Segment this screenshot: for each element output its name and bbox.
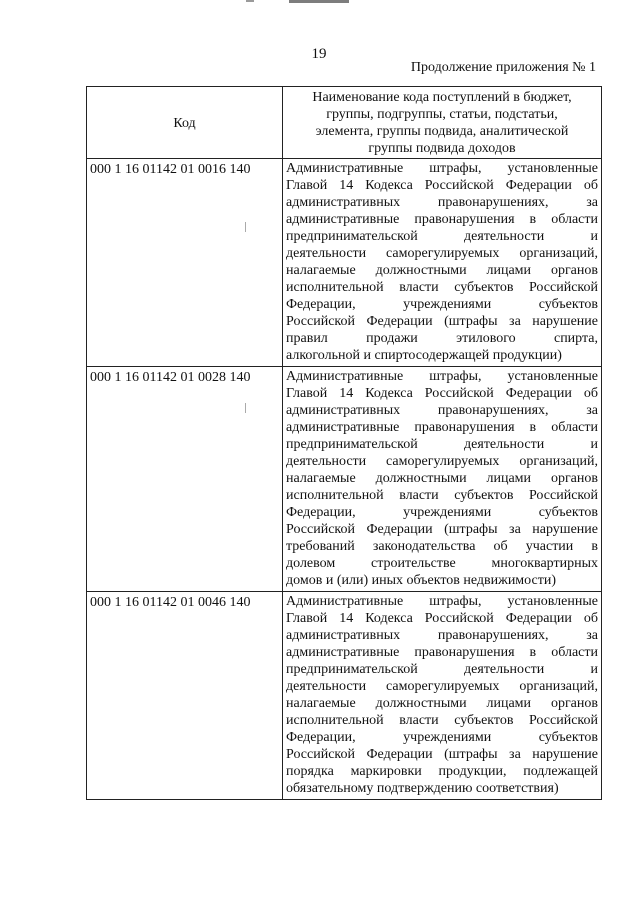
description-line: исполнительной власти субъектов Российской	[286, 280, 598, 295]
description-line: алкогольной и спиртосодержащей продукции)	[286, 348, 562, 363]
description-line: деятельности саморегулируемых организаций,	[286, 454, 598, 469]
revenue-code: 000 1 16 01142 01 0046 140	[87, 592, 283, 800]
revenue-code: 000 1 16 01142 01 0028 140	[87, 367, 283, 592]
appendix-continuation-note: Продолжение приложения № 1	[410, 60, 596, 75]
description-line: Российской Федерации (штрафы за нарушение	[286, 314, 598, 329]
description-line: административные правонарушения в области	[286, 212, 598, 227]
table-row	[87, 367, 602, 592]
revenue-code-description	[283, 592, 602, 800]
description-line: Главой 14 Кодекса Российской Федерации об	[286, 178, 598, 193]
description-line: Федерации, учреждениями субъектов	[286, 297, 598, 312]
description-line: предпринимательской деятельности и	[286, 437, 598, 452]
scan-artifact	[245, 222, 246, 232]
page-number: 19	[311, 46, 327, 62]
header-name-line: элемента, группы подвида, аналитической	[315, 124, 569, 139]
description-line: Российской Федерации (штрафы за нарушение	[286, 747, 598, 762]
description-line: Административные штрафы, установленные	[286, 369, 598, 384]
description-line: административных правонарушениях, за	[286, 195, 598, 210]
description-line: Главой 14 Кодекса Российской Федерации об	[286, 611, 598, 626]
description-line: исполнительной власти субъектов Российской	[286, 488, 598, 503]
header-name-line: Наименование кода поступлений в бюджет,	[312, 90, 572, 105]
description-line: налагаемые должностными лицами органов	[286, 263, 598, 278]
description-line: Административные штрафы, установленные	[286, 594, 598, 609]
scan-artifact	[245, 403, 246, 413]
description-line: порядка маркировки продукции, подлежащей	[286, 764, 598, 779]
description-line: предпринимательской деятельности и	[286, 229, 598, 244]
description-line: обязательному подтверждению соответствия)	[286, 781, 559, 796]
description-line: долевом строительстве многоквартирных	[286, 556, 598, 571]
scan-mark	[289, 0, 349, 3]
description-line: исполнительной власти субъектов Российской	[286, 713, 598, 728]
description-line: Федерации, учреждениями субъектов	[286, 730, 598, 745]
description-line: Административные штрафы, установленные	[286, 161, 598, 176]
description-line: налагаемые должностными лицами органов	[286, 696, 598, 711]
description-line: домов и (или) иных объектов недвижимости)	[286, 573, 556, 588]
header-name-line: группы подвида доходов	[368, 141, 516, 156]
description-line: деятельности саморегулируемых организаций,	[286, 679, 598, 694]
scan-mark	[246, 0, 254, 2]
description-line: административных правонарушениях, за	[286, 403, 598, 418]
description-line: административных правонарушениях, за	[286, 628, 598, 643]
description-line: деятельности саморегулируемых организаций,	[286, 246, 598, 261]
header-name-line: группы, подгруппы, статьи, подстатьи,	[326, 107, 558, 122]
description-line: Российской Федерации (штрафы за нарушение	[286, 522, 598, 537]
description-line: административные правонарушения в области	[286, 420, 598, 435]
description-line: требований законодательства об участии в	[286, 539, 598, 554]
description-line: административные правонарушения в области	[286, 645, 598, 660]
column-header-code: Код	[87, 87, 283, 159]
description-line: правил продажи этилового спирта,	[286, 331, 598, 346]
description-line: Федерации, учреждениями субъектов	[286, 505, 598, 520]
revenue-code: 000 1 16 01142 01 0016 140	[87, 159, 283, 367]
revenue-codes-table	[86, 86, 602, 800]
revenue-code-description	[283, 159, 602, 367]
table-row	[87, 159, 602, 367]
table-header-row	[87, 87, 602, 159]
description-line: предпринимательской деятельности и	[286, 662, 598, 677]
description-line: Главой 14 Кодекса Российской Федерации об	[286, 386, 598, 401]
column-header-name	[283, 87, 602, 159]
table-row	[87, 592, 602, 800]
revenue-code-description	[283, 367, 602, 592]
description-line: налагаемые должностными лицами органов	[286, 471, 598, 486]
